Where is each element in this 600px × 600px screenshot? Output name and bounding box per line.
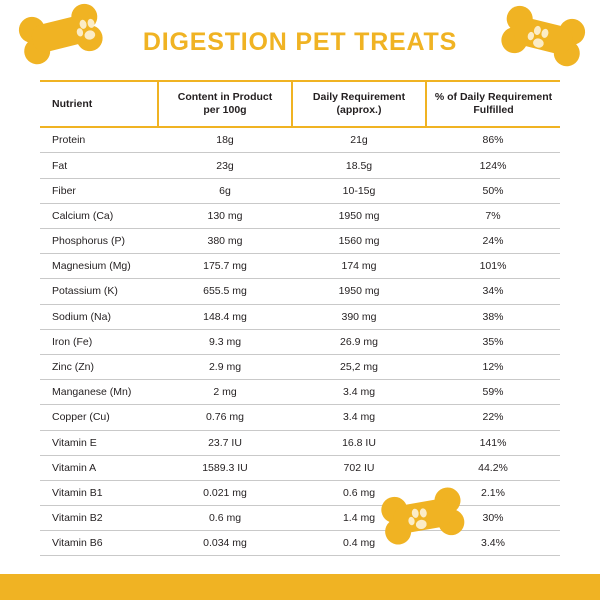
table-row (40, 430, 560, 455)
table-header-row (40, 81, 560, 127)
cell-nutrient: Fat (40, 153, 158, 178)
cell-percent: 22% (426, 405, 560, 430)
table-row (40, 254, 560, 279)
cell-percent: 141% (426, 430, 560, 455)
table-body (40, 127, 560, 556)
table-row (40, 380, 560, 405)
column-header-percent (426, 81, 560, 127)
cell-percent: 124% (426, 153, 560, 178)
cell-nutrient: Vitamin A (40, 455, 158, 480)
cell-daily: 3.4 mg (292, 380, 426, 405)
cell-daily: 0.4 mg (292, 531, 426, 556)
cell-percent: 24% (426, 229, 560, 254)
table-row (40, 178, 560, 203)
cell-nutrient: Copper (Cu) (40, 405, 158, 430)
cell-daily: 21g (292, 127, 426, 153)
cell-percent: 38% (426, 304, 560, 329)
column-header-nutrient: Nutrient (40, 81, 158, 127)
cell-daily: 1.4 mg (292, 506, 426, 531)
cell-percent: 44.2% (426, 455, 560, 480)
cell-nutrient: Vitamin E (40, 430, 158, 455)
cell-daily: 1950 mg (292, 203, 426, 228)
cell-content: 2.9 mg (158, 354, 292, 379)
cell-daily: 0.6 mg (292, 480, 426, 505)
cell-nutrient: Magnesium (Mg) (40, 254, 158, 279)
cell-daily: 174 mg (292, 254, 426, 279)
cell-nutrient: Iron (Fe) (40, 329, 158, 354)
column-header-content-line1: Content in Product (177, 91, 273, 103)
cell-nutrient: Fiber (40, 178, 158, 203)
table-row (40, 229, 560, 254)
cell-content: 0.76 mg (158, 405, 292, 430)
nutrition-table (40, 80, 560, 556)
cell-nutrient: Calcium (Ca) (40, 203, 158, 228)
cell-daily: 25,2 mg (292, 354, 426, 379)
column-header-daily-line2: (approx.) (336, 104, 382, 117)
table-row (40, 329, 560, 354)
nutrition-table-wrapper (40, 80, 560, 556)
cell-percent: 59% (426, 380, 560, 405)
cell-percent: 35% (426, 329, 560, 354)
column-header-percent-line1: % of Daily Requirement (434, 91, 553, 103)
table-row (40, 531, 560, 556)
cell-nutrient: Vitamin B2 (40, 506, 158, 531)
table-row (40, 304, 560, 329)
cell-content: 18g (158, 127, 292, 153)
table-row (40, 127, 560, 153)
table-row (40, 405, 560, 430)
column-header-daily-line1: Daily Requirement (312, 91, 406, 103)
cell-nutrient: Protein (40, 127, 158, 153)
cell-nutrient: Potassium (K) (40, 279, 158, 304)
table-row (40, 153, 560, 178)
cell-daily: 18.5g (292, 153, 426, 178)
column-header-content-line2: per 100g (203, 104, 247, 117)
table-row (40, 480, 560, 505)
cell-content: 380 mg (158, 229, 292, 254)
cell-content: 2 mg (158, 380, 292, 405)
cell-percent: 86% (426, 127, 560, 153)
column-header-content (158, 81, 292, 127)
cell-content: 23.7 IU (158, 430, 292, 455)
cell-percent: 12% (426, 354, 560, 379)
table-head (40, 81, 560, 127)
cell-percent: 7% (426, 203, 560, 228)
bottom-spacer (0, 562, 600, 574)
cell-content: 23g (158, 153, 292, 178)
cell-percent: 50% (426, 178, 560, 203)
cell-nutrient: Manganese (Mn) (40, 380, 158, 405)
cell-content: 0.6 mg (158, 506, 292, 531)
table-row (40, 506, 560, 531)
cell-daily: 1560 mg (292, 229, 426, 254)
cell-percent: 30% (426, 506, 560, 531)
cell-content: 0.034 mg (158, 531, 292, 556)
cell-percent: 2.1% (426, 480, 560, 505)
cell-content: 9.3 mg (158, 329, 292, 354)
cell-nutrient: Vitamin B1 (40, 480, 158, 505)
page-title: DIGESTION PET TREATS (142, 28, 458, 56)
cell-content: 148.4 mg (158, 304, 292, 329)
cell-daily: 26.9 mg (292, 329, 426, 354)
cell-nutrient: Vitamin B6 (40, 531, 158, 556)
cell-daily: 390 mg (292, 304, 426, 329)
cell-content: 130 mg (158, 203, 292, 228)
cell-content: 1589.3 IU (158, 455, 292, 480)
column-header-daily (292, 81, 426, 127)
cell-content: 175.7 mg (158, 254, 292, 279)
cell-daily: 702 IU (292, 455, 426, 480)
cell-content: 655.5 mg (158, 279, 292, 304)
table-row (40, 455, 560, 480)
cell-percent: 3.4% (426, 531, 560, 556)
cell-nutrient: Phosphorus (P) (40, 229, 158, 254)
cell-daily: 1950 mg (292, 279, 426, 304)
cell-percent: 101% (426, 254, 560, 279)
cell-nutrient: Zinc (Zn) (40, 354, 158, 379)
table-row (40, 354, 560, 379)
cell-percent: 34% (426, 279, 560, 304)
cell-nutrient: Sodium (Na) (40, 304, 158, 329)
cell-daily: 10-15g (292, 178, 426, 203)
table-row (40, 203, 560, 228)
cell-content: 0.021 mg (158, 480, 292, 505)
column-header-percent-line2: Fulfilled (473, 104, 514, 117)
cell-daily: 16.8 IU (292, 430, 426, 455)
accent-bar (0, 574, 600, 600)
cell-content: 6g (158, 178, 292, 203)
cell-daily: 3.4 mg (292, 405, 426, 430)
table-row (40, 279, 560, 304)
